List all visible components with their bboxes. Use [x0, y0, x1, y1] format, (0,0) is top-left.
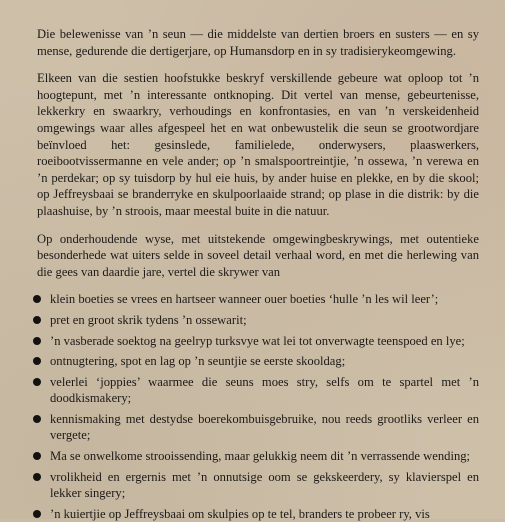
list-item: [37, 333, 479, 350]
list-item: [37, 312, 479, 329]
list-item-text: klein boeties se vrees en hartseer wanneer ouer boeties ‘hulle ’n les wil leer’;: [50, 292, 439, 307]
list-item: [37, 448, 479, 465]
list-item-text: Ma se onwelkome strooissending, maar gelukkig neem dit ’n verrassende wending;: [50, 449, 471, 464]
intro-paragraph: Die belewenisse van ’n seun — die middelste van dertien broers en susters — en sy mense, gedurende die dertigerjare, op Humansdorp en in sy tradisierykeomgewing.: [37, 27, 479, 58]
list-item-text: ’n kuiertjie op Jeffreysbaai om skulpies op te tel, branders te probeer ry, vis: [50, 506, 430, 521]
list-item-text: ’n vasberade soektog na geelryp turksvye wat lei tot onverwagte teenspoed en lye;: [50, 333, 465, 348]
list-item-text: velerlei ‘joppies’ waarmee die seuns moes stry, selfs om te spartel met ’n doodkismakery;: [50, 374, 479, 406]
bullet-icon: [33, 357, 41, 365]
author-narrates-paragraph: Op onderhoudende wyse, met uitstekende omgewingbeskrywings, met outentieke besonderhede wat uiters selde in soveel detail verhaal word, en met die herlewing van die gees van daardie jare, vertel die skrywer van: [37, 231, 479, 279]
list-item: [37, 469, 479, 502]
chapters-paragraph: Elkeen van die sestien hoofstukke beskryf verskillende gebeure wat oploop tot ’n hoogtepunt, met ’n interessante ontknoping. Dit vertel van mense, gebeurtenisse, lekkerkry en swaarkry, verhoudings en konfrontasies, en van ’n verskeidenheid omgewings waar alles afgespeel het en wat onbewustelik die seun se grootwordjare beïnvloed het: gesinslede, familielede, onderwysers, plaaswerkers, roeibootvissermanne en vele ander; op ’n smalspoortreintjie, ’n ossewa, ’n verewa en ’n perdekar; op sy tuisdorp by hul eie huis, by ander huise en plekke, en by die skool; op Jeffreysbaai se branderryke en skulpoorlaaide strand; op plase in die distrik: by die plaashuise, by ’n stroois, maar meestal buite in die natuur.: [37, 71, 479, 218]
list-item: [37, 291, 479, 308]
bullet-icon: [33, 316, 41, 324]
list-item: [37, 411, 479, 444]
bullet-icon: [33, 295, 41, 303]
bullet-icon: [33, 378, 41, 386]
list-item-text: pret en groot skrik tydens ’n ossewarit;: [50, 312, 247, 327]
bullet-icon: [33, 510, 41, 518]
bullet-list: [37, 291, 479, 522]
list-item: [37, 374, 479, 407]
bullet-icon: [33, 337, 41, 345]
list-item-text: ontnugtering, spot en lag op ’n seuntjie se eerste skooldag;: [50, 354, 346, 369]
bullet-icon: [33, 473, 41, 481]
list-item-text: vrolikheid en ergernis met ’n onnutsige oom se gekskeerdery, sy klavierspel en lekker singery;: [50, 469, 479, 501]
list-item-text: kennismaking met destydse boerekombuisgebruike, nou reeds grootliks verleer en vergete;: [50, 411, 479, 443]
list-item: [37, 506, 479, 522]
bullet-icon: [33, 452, 41, 460]
list-item: [37, 353, 479, 370]
bullet-icon: [33, 415, 41, 423]
